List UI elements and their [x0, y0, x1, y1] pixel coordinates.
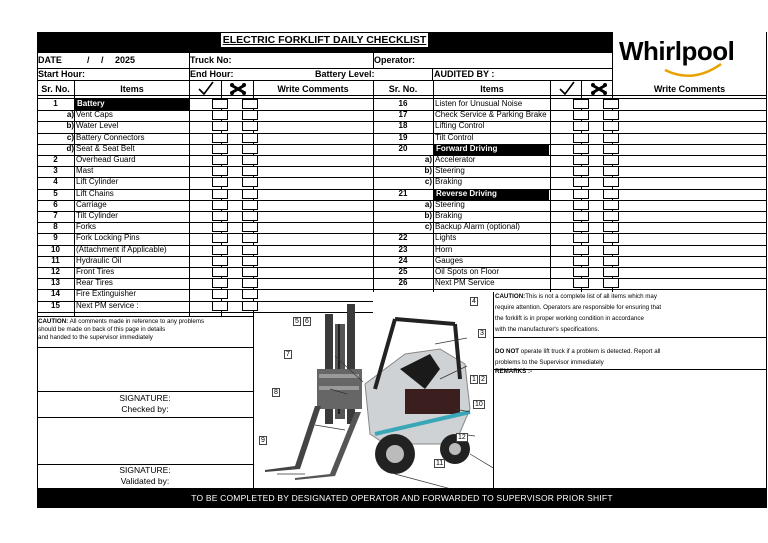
- battery-level-label[interactable]: Battery Level:: [315, 69, 375, 79]
- left-item-number: 14: [51, 289, 60, 299]
- do-not-line-1: DO NOT operate lift truck if a problem is detected. Report all: [495, 348, 661, 355]
- right-item-sub-letter: b): [424, 211, 432, 220]
- right-item-label: Steering: [435, 166, 465, 176]
- left-cross-box[interactable]: [242, 155, 258, 165]
- left-item-number: 12: [51, 267, 60, 276]
- left-item-label: Overhead Guard: [76, 155, 136, 164]
- callout-11: 11: [436, 460, 444, 467]
- right-cross-box[interactable]: [603, 278, 619, 288]
- right-cross-box[interactable]: [603, 155, 619, 165]
- left-cross-box[interactable]: [242, 245, 258, 255]
- row-divider: [373, 200, 767, 201]
- left-item-number: 9: [53, 233, 58, 243]
- left-item-number: 7: [53, 211, 58, 220]
- left-check-box[interactable]: [212, 245, 228, 255]
- col-items: Items: [120, 84, 144, 94]
- right-item-label: Lifting Control: [435, 121, 485, 131]
- right-cross-box[interactable]: [603, 144, 619, 154]
- left-item-number: 4: [53, 177, 58, 187]
- left-item-number: 8: [53, 222, 58, 232]
- left-check-box[interactable]: [212, 189, 228, 199]
- left-cross-box[interactable]: [242, 278, 258, 288]
- col-sr-no: Sr. No.: [41, 84, 70, 94]
- right-item-number: 22: [398, 233, 408, 243]
- left-item-number: 1: [53, 99, 58, 108]
- left-cross-box[interactable]: [242, 189, 258, 199]
- callout-6: 6: [305, 318, 309, 325]
- left-cross-box[interactable]: [242, 121, 258, 131]
- callout-1: 1: [472, 376, 476, 383]
- whirlpool-logo: Whirlpool: [619, 36, 735, 66]
- left-cross-box[interactable]: [242, 256, 258, 266]
- left-item-sub-letter: c): [66, 132, 74, 142]
- right-item-sub-letter: c): [424, 222, 432, 232]
- left-cross-box[interactable]: [242, 177, 258, 187]
- left-item-number: 15: [51, 300, 60, 310]
- row-divider: [373, 222, 767, 223]
- left-item-label: Battery Connectors: [76, 132, 145, 142]
- callout-8: 8: [274, 389, 278, 396]
- callout-9: 9: [261, 437, 265, 444]
- right-item-number: 19: [398, 132, 408, 142]
- right-item-number: 26: [398, 278, 408, 288]
- right-item-number: 18: [398, 121, 408, 131]
- caution-left-line-1: CAUTION: All comments made in reference to any problems: [38, 318, 205, 325]
- right-check-box[interactable]: [573, 256, 589, 266]
- right-check-box[interactable]: [573, 233, 589, 243]
- right-item-label: Listen for Unusual Noise: [435, 99, 523, 108]
- left-item-label: Tilt Cylinder: [76, 211, 118, 220]
- right-item-number: 24: [398, 255, 408, 265]
- row-divider: [373, 155, 767, 156]
- right-item-number: 16: [398, 99, 408, 108]
- left-cross-box[interactable]: [242, 233, 258, 243]
- left-item-label: Next PM service :: [76, 300, 139, 310]
- caution-left-line-2: should be made on back of this page in details: [38, 326, 166, 333]
- left-item-number: 3: [53, 166, 58, 176]
- page-title: ELECTRIC FORKLIFT DAILY CHECKLIST: [222, 34, 427, 46]
- right-cross-box[interactable]: [603, 189, 619, 199]
- right-cross-box[interactable]: [603, 177, 619, 187]
- left-item-label: Fork Locking Pins: [76, 233, 140, 243]
- left-item-label: Front Tires: [76, 267, 115, 276]
- left-cross-box[interactable]: [242, 211, 258, 221]
- left-check-box[interactable]: [212, 278, 228, 288]
- right-check-box[interactable]: [573, 200, 589, 210]
- right-cross-box[interactable]: [603, 256, 619, 266]
- left-item-number: 2: [53, 155, 58, 164]
- date-label: DATE: [38, 55, 62, 65]
- left-check-box[interactable]: [212, 155, 228, 165]
- left-item-label: Hydraulic Oil: [76, 255, 122, 265]
- right-check-box[interactable]: [573, 222, 589, 232]
- left-check-box[interactable]: [212, 256, 228, 266]
- truck-no-label[interactable]: Truck No:: [190, 55, 232, 65]
- left-item-label: Seat & Seat Belt: [76, 143, 135, 153]
- right-check-box[interactable]: [573, 133, 589, 143]
- right-check-box[interactable]: [573, 121, 589, 131]
- left-item-label: Water Level: [76, 121, 119, 131]
- right-item-number: 23: [398, 244, 408, 254]
- left-item-label: Mast: [76, 166, 94, 176]
- right-item-label: Braking: [435, 211, 463, 220]
- left-item-label: Carriage: [76, 199, 107, 209]
- left-check-box[interactable]: [212, 110, 228, 120]
- left-item-number: 5: [53, 188, 58, 198]
- left-check-box[interactable]: [212, 222, 228, 232]
- date-value[interactable]: / / 2025: [87, 55, 136, 65]
- callout-7: 7: [286, 351, 290, 358]
- checked-by-label[interactable]: Checked by:: [121, 404, 169, 414]
- callout-4: 4: [472, 298, 476, 305]
- left-cross-box[interactable]: [242, 267, 258, 277]
- right-item-number: 21: [398, 188, 408, 198]
- left-item-label: Forks: [76, 222, 96, 232]
- right-item-label: Reverse Driving: [434, 189, 549, 200]
- left-check-box[interactable]: [212, 121, 228, 131]
- col-sr-no-right: Sr. No.: [388, 84, 418, 94]
- left-item-label: Lift Chains: [76, 188, 114, 198]
- logo-area: [612, 32, 768, 86]
- start-hour-label[interactable]: Start Hour:: [38, 69, 85, 79]
- signature-validated-label: SIGNATURE:: [119, 465, 171, 475]
- callout-2: 2: [481, 376, 485, 383]
- right-check-box[interactable]: [573, 177, 589, 187]
- do-not-line-2: problems to the Supervisor immediately: [495, 359, 604, 366]
- footer-banner: TO BE COMPLETED BY DESIGNATED OPERATOR AND FORWARDED TO SUPERVISOR PRIOR SHIFT: [37, 488, 767, 508]
- left-check-box[interactable]: [212, 301, 228, 311]
- left-check-box[interactable]: [212, 233, 228, 243]
- row-divider: [373, 289, 767, 290]
- left-check-box[interactable]: [212, 144, 228, 154]
- right-cross-box[interactable]: [603, 211, 619, 221]
- left-item-label: Battery: [75, 99, 189, 110]
- cross-icon: [229, 83, 247, 95]
- left-item-number: 13: [51, 278, 60, 288]
- left-item-label: Fire Extinguisher: [76, 289, 137, 299]
- right-check-box[interactable]: [573, 144, 589, 154]
- left-cross-box[interactable]: [242, 222, 258, 232]
- left-check-box[interactable]: [212, 289, 228, 299]
- caution-right-line-4: with the manufacturer's specifications.: [495, 326, 600, 333]
- right-item-number: 25: [398, 267, 408, 276]
- right-check-box[interactable]: [573, 278, 589, 288]
- right-cross-box[interactable]: [603, 233, 619, 243]
- left-check-box[interactable]: [212, 99, 228, 109]
- right-check-box[interactable]: [573, 110, 589, 120]
- right-cross-box[interactable]: [603, 110, 619, 120]
- left-item-number: 11: [51, 255, 60, 265]
- right-item-sub-letter: a): [424, 199, 432, 209]
- row-divider: [373, 166, 767, 167]
- right-cross-box[interactable]: [603, 166, 619, 176]
- caution-right-line-1: CAUTION:This is not a complete list of all items which may: [495, 293, 657, 300]
- validated-by-label[interactable]: Validated by:: [120, 476, 170, 486]
- left-item-label: (Attachment if Applicable): [76, 244, 167, 254]
- left-item-sub-letter: d): [66, 143, 74, 153]
- left-check-box[interactable]: [212, 166, 228, 176]
- right-cross-box[interactable]: [603, 99, 619, 109]
- audited-by-label[interactable]: AUDITED BY :: [434, 69, 495, 79]
- right-check-box[interactable]: [573, 166, 589, 176]
- remarks-label[interactable]: REMARKS :-: [495, 368, 533, 375]
- row-divider: [373, 211, 767, 212]
- caution-right-line-2: require attention. Operators are responsible for ensuring that: [495, 304, 662, 311]
- col-comments-right: Write Comments: [653, 84, 726, 94]
- right-check-box[interactable]: [573, 211, 589, 221]
- right-cross-box[interactable]: [603, 245, 619, 255]
- right-item-sub-letter: c): [424, 177, 432, 187]
- check-icon: [197, 81, 215, 96]
- right-item-number: 17: [398, 110, 408, 120]
- right-item-label: Backup Alarm (optional): [435, 222, 520, 232]
- callout-3: 3: [480, 330, 484, 337]
- left-item-number: 10: [51, 244, 60, 254]
- col-items-right: Items: [480, 84, 504, 94]
- signature-checked-label: SIGNATURE:: [119, 393, 171, 403]
- checklist-sheet: [37, 32, 767, 508]
- left-check-box[interactable]: [212, 211, 228, 221]
- right-check-box[interactable]: [573, 99, 589, 109]
- right-item-label: Steering: [435, 199, 465, 209]
- left-check-box[interactable]: [212, 267, 228, 277]
- right-item-number: 20: [398, 143, 408, 153]
- right-item-label: Next PM Service: [435, 278, 495, 288]
- right-item-label: Lights: [435, 233, 457, 243]
- callout-10: 10: [475, 401, 483, 408]
- left-item-sub-letter: a): [66, 110, 74, 120]
- right-cross-box[interactable]: [603, 121, 619, 131]
- right-item-sub-letter: a): [424, 155, 432, 164]
- right-cross-box[interactable]: [603, 133, 619, 143]
- left-cross-box[interactable]: [242, 133, 258, 143]
- right-item-label: Gauges: [435, 255, 464, 265]
- right-item-label: Horn: [435, 244, 453, 254]
- right-item-label: Check Service & Parking Brake: [435, 110, 547, 120]
- col-comments-left: Write Comments: [277, 84, 349, 94]
- callout-12: 12: [458, 434, 466, 441]
- left-item-label: Rear Tires: [76, 278, 113, 288]
- callout-5: 5: [295, 318, 299, 325]
- right-item-sub-letter: b): [424, 166, 432, 176]
- left-check-box[interactable]: [212, 133, 228, 143]
- left-cross-box[interactable]: [242, 110, 258, 120]
- caution-left-line-3: and handed to the supervisor immediately: [38, 334, 153, 341]
- right-item-label: Oil Spots on Floor: [435, 267, 500, 276]
- row-divider: [373, 177, 767, 178]
- left-check-box[interactable]: [212, 177, 228, 187]
- right-check-box[interactable]: [573, 155, 589, 165]
- left-item-label: Lift Cylinder: [76, 177, 119, 187]
- right-cross-box[interactable]: [603, 222, 619, 232]
- left-cross-box[interactable]: [242, 166, 258, 176]
- end-hour-label[interactable]: End Hour:: [190, 69, 234, 79]
- right-cross-box[interactable]: [603, 200, 619, 210]
- left-item-label: Vent Caps: [76, 110, 113, 120]
- operator-label[interactable]: Operator:: [374, 55, 416, 65]
- left-cross-box[interactable]: [242, 144, 258, 154]
- logo-swirl-icon: [663, 62, 723, 80]
- left-item-sub-letter: b): [66, 121, 74, 131]
- right-item-label: Tilt Control: [435, 132, 474, 142]
- right-cross-box[interactable]: [603, 267, 619, 277]
- forklift-diagram: [255, 294, 493, 488]
- right-item-label: Braking: [435, 177, 463, 187]
- caution-right-line-3: the forklift is in proper working condition in accordance: [495, 315, 644, 322]
- cross-icon: [590, 83, 608, 95]
- right-item-label: Accelerator: [435, 155, 476, 164]
- right-check-box[interactable]: [573, 245, 589, 255]
- right-check-box[interactable]: [573, 267, 589, 277]
- check-icon: [558, 81, 576, 96]
- left-item-number: 6: [53, 199, 58, 209]
- left-check-box[interactable]: [212, 200, 228, 210]
- right-check-box[interactable]: [573, 189, 589, 199]
- left-cross-box[interactable]: [242, 200, 258, 210]
- right-item-label: Forward Driving: [434, 144, 549, 155]
- left-cross-box[interactable]: [242, 99, 258, 109]
